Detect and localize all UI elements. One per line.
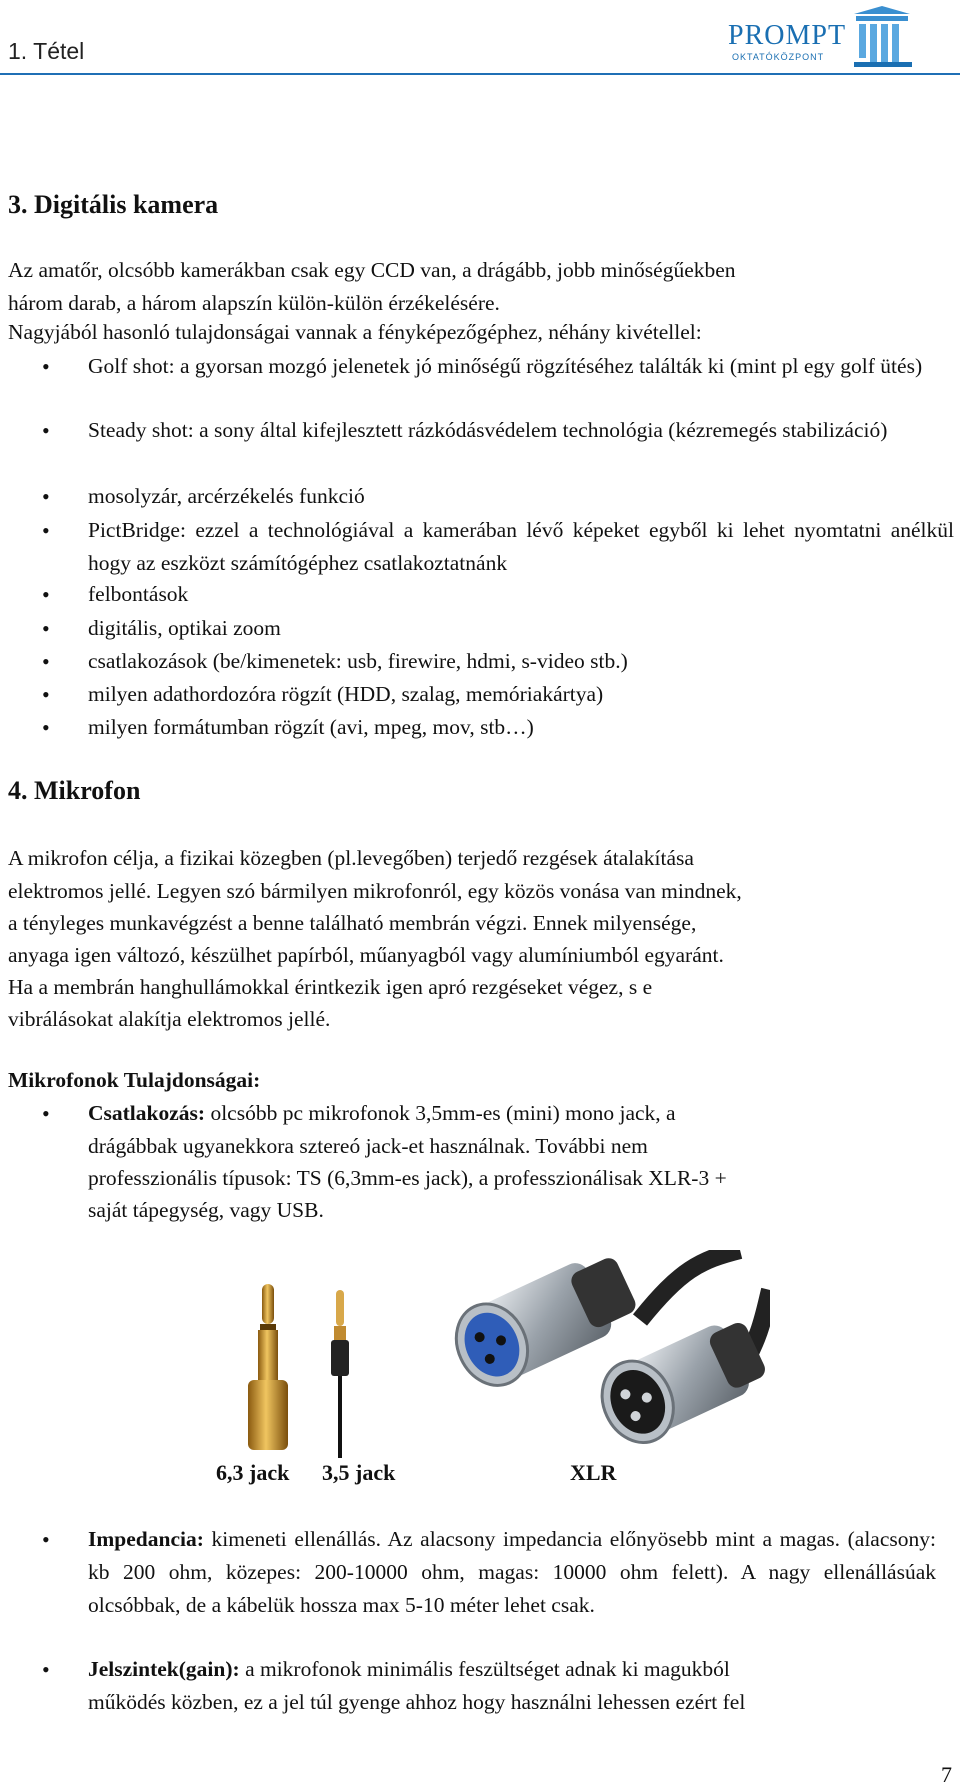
- bullet-icon: •: [42, 1101, 50, 1126]
- list-item: [88, 1653, 954, 1686]
- list-item: Steady shot: a sony által kifejlesztett rázkódásvédelem technológia (kézremegés stabilizáció): [88, 418, 888, 442]
- xlr-connectors-image: [440, 1250, 770, 1460]
- term-label: Jelszintek(gain):: [88, 1657, 240, 1681]
- bullet-icon: •: [42, 649, 50, 674]
- term-text: a mikrofonok minimális feszültséget adnak ki magukból: [239, 1657, 730, 1681]
- list-item: milyen adathordozóra rögzít (HDD, szalag, memóriakártya): [88, 682, 604, 706]
- list-item: digitális, optikai zoom: [88, 616, 281, 640]
- caption-xlr: XLR: [570, 1460, 617, 1485]
- bullet-icon: •: [42, 682, 50, 707]
- list-item-line: professzionális típusok: TS (6,3mm-es jack), a professzionálisak XLR-3 +: [88, 1166, 727, 1190]
- list-item: csatlakozások (be/kimenetek: usb, firewire, hdmi, s-video stb.): [88, 649, 628, 673]
- term-label: Csatlakozás:: [88, 1101, 206, 1125]
- list-item: [88, 1523, 936, 1622]
- list-item-line: működés közben, ez a jel túl gyenge ahhoz hogy használni lehessen ezért fel: [88, 1690, 746, 1714]
- header-divider: [0, 73, 960, 75]
- bullet-icon: •: [42, 616, 50, 641]
- list-item: [88, 1097, 954, 1130]
- page-number: 7: [941, 1762, 952, 1787]
- bullet-icon: •: [42, 418, 50, 443]
- paragraph-line: Nagyjából hasonló tulajdonságai vannak a fényképezőgéphez, néhány kivétellel:: [8, 320, 702, 344]
- list-item: Golf shot: a gyorsan mozgó jelenetek jó minőségű rögzítéséhez találták ki (mint pl egy golf ütés): [88, 354, 923, 378]
- subsection-heading: Mikrofonok Tulajdonságai:: [8, 1068, 261, 1092]
- bullet-icon: •: [42, 715, 50, 740]
- prompt-logo: [728, 4, 918, 70]
- bullet-icon: •: [42, 1527, 50, 1552]
- paragraph-line: anyaga igen változó, készülhet papírból, műanyagból vagy alumíniumból egyaránt.: [8, 943, 724, 967]
- list-item: felbontások: [88, 582, 189, 606]
- paragraph-line: vibrálásokat alakítja elektromos jellé.: [8, 1007, 331, 1031]
- paragraph-line: a tényleges munkavégzést a benne található membrán végzi. Ennek milyensége,: [8, 911, 697, 935]
- paragraph-line: Az amatőr, olcsóbb kamerákban csak egy CCD van, a drágább, jobb minőségűekben: [8, 258, 736, 282]
- logo-wordmark: PROMPT: [728, 20, 847, 51]
- paragraph-line: Ha a membrán hanghullámokkal érintkezik igen apró rezgéseket végez, s e: [8, 975, 653, 999]
- paragraph-line: három darab, a három alapszín külön-külön érzékelésére.: [8, 291, 500, 315]
- header-title: 1. Tétel: [8, 38, 85, 64]
- caption-6-3-jack: 6,3 jack: [216, 1460, 290, 1485]
- logo-subtitle: OKTATÓKÖZPONT: [732, 52, 825, 62]
- term-label: Impedancia:: [88, 1527, 204, 1551]
- list-item: mosolyzár, arcérzékelés funkció: [88, 484, 365, 508]
- bullet-icon: •: [42, 582, 50, 607]
- section-heading: 4. Mikrofon: [8, 776, 141, 805]
- section-heading: 3. Digitális kamera: [8, 190, 219, 219]
- jack-plugs-image: [240, 1280, 380, 1460]
- list-item-line: drágábbak ugyanekkora sztereó jack-et használnak. További nem: [88, 1134, 648, 1158]
- bullet-icon: •: [42, 354, 50, 379]
- list-item-line: saját tápegység, vagy USB.: [88, 1198, 324, 1222]
- paragraph-line: A mikrofon célja, a fizikai közegben (pl.levegőben) terjedő rezgések átalakítása: [8, 846, 694, 870]
- term-text: olcsóbb pc mikrofonok 3,5mm-es (mini) mono jack, a: [205, 1101, 676, 1125]
- list-item: milyen formátumban rögzít (avi, mpeg, mov, stb…): [88, 715, 534, 739]
- bullet-icon: •: [42, 1657, 50, 1682]
- term-text: kimeneti ellenállás. Az alacsony impedancia előnyösebb mint a magas. (alacsony: kb 200 ohm, közepes: 200-10000 ohm, magas: 10000 ohm felett). A nagy ellenállásúak olcsóbbak, de a kábelük hossza max 5-10 méter lehet csak.: [88, 1527, 936, 1617]
- paragraph-line: elektromos jellé. Legyen szó bármilyen mikrofonról, egy közös vonása van mindnek,: [8, 879, 742, 903]
- caption-3-5-jack: 3,5 jack: [322, 1460, 396, 1485]
- list-item: PictBridge: ezzel a technológiával a kamerában lévő képeket egyből ki lehet nyomtatni anélkül hogy az eszközt számítógéphez csatlakoztatnánk: [88, 518, 954, 575]
- bullet-icon: •: [42, 484, 50, 509]
- columns-logo-icon: [850, 4, 914, 70]
- bullet-icon: •: [42, 518, 50, 543]
